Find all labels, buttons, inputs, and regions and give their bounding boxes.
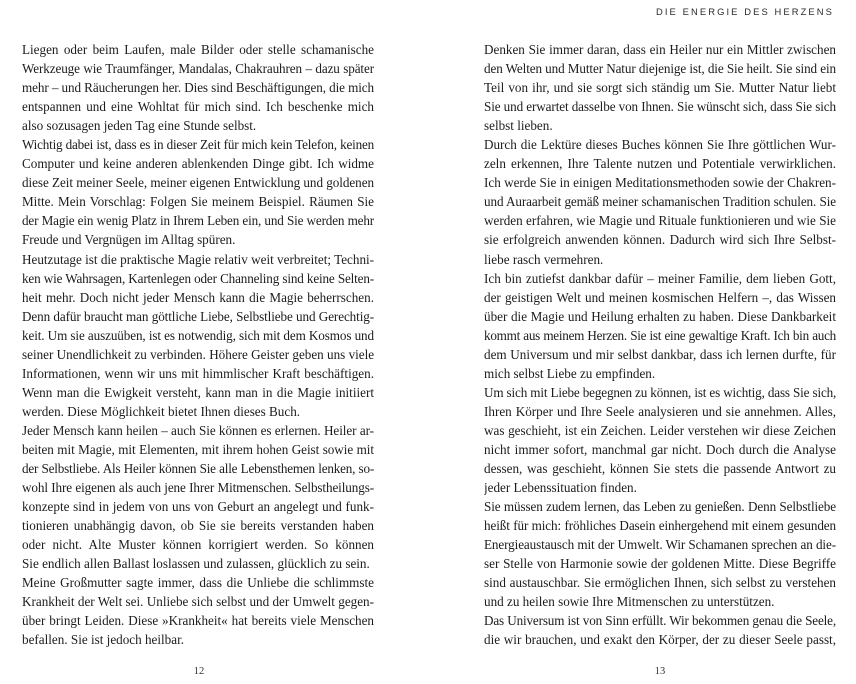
text-line: heit mehr. Doch nicht jeder Mensch kann die Magie beherrschen. (22, 289, 374, 305)
right-page-body (484, 40, 836, 650)
text-line: Informationen, wenn wir uns mit himmlischer Kraft beschäftigen. (22, 365, 374, 381)
left-page-body (22, 40, 374, 650)
left-page-number: 12 (193, 666, 205, 677)
text-line: sind austauschbar. Sie ermöglichen Ihnen, sich selbst zu verstehen (484, 575, 836, 591)
text-line: über die Magie und Heilung erhalten zu haben. Diese Dankbarkeit (484, 308, 836, 324)
text-line: werden erfahren, wie Magie und Rituale funktionieren und wie Sie (484, 213, 836, 229)
text-line: Ich werde Sie in einigen Meditationsmethoden sowie der Chakren- (484, 175, 836, 191)
text-line: und zu heilen sowie Ihre Mitmenschen zu unterstützen. (484, 594, 775, 610)
text-line: beiten mit Magie, mit Elementen, mit ihrem hohen Geist sowie mit (22, 441, 374, 457)
text-line: Meine Großmutter sagte immer, dass die Unliebe die schlimmste (22, 575, 374, 591)
text-line: Jeder Mensch kann heilen – auch Sie können es erlernen. Heiler ar- (22, 422, 374, 438)
text-line: ken wie Wahrsagen, Kartenlegen oder Channeling sind keine Selten- (22, 270, 374, 286)
text-line: was geschieht, ist ein Zeichen. Leider verstehen wir diese Zeichen (484, 422, 836, 438)
text-line: konzepte sind in jedem von uns von Geburt an angelegt und funk- (22, 499, 374, 515)
text-line: mich selbst Liebe zu empfinden. (484, 365, 656, 381)
text-line: befallen. Sie ist jedoch heilbar. (22, 632, 185, 648)
text-line: jeder Lebenssituation finden. (484, 480, 637, 496)
text-line: Mitte. Mein Vorschlag: Folgen Sie meinem Beispiel. Räumen Sie (22, 194, 374, 210)
text-line: Denken Sie immer daran, dass ein Heiler nur ein Mittler zwischen (484, 42, 836, 57)
text-line: dem Universum und mir selbst dankbar, dass ich lernen durfte, für (484, 346, 836, 362)
text-line: Sie und erwartet dasselbe von Ihnen. Sie wünscht sich, dass Sie sich (484, 99, 836, 115)
text-line: Energieaustausch mit der Umwelt. Wir Schamanen sprechen an die- (484, 537, 836, 553)
text-line: dessen, was geschieht, können Sie stets die passende Antwort zu (484, 461, 836, 477)
text-line: zeln erkennen, Ihre Talente nutzen und Potentiale verwirklichen. (484, 156, 836, 172)
text-line: diese Zeit meiner Seele, meiner eigenen Entwicklung und goldenen (22, 175, 374, 191)
text-line: Wenn man die Ewigkeit versteht, kann man in die Magie initiiert (22, 384, 374, 400)
right-page (428, 0, 856, 684)
text-line: selbst lieben. (484, 118, 553, 134)
text-line: werden. Diese Möglichkeit bietet Ihnen dieses Buch. (22, 403, 301, 419)
running-head: DIE ENERGIE DES HERZENS (655, 6, 834, 17)
text-line: Wichtig dabei ist, dass es in dieser Zeit für mich kein Telefon, keinen (22, 137, 374, 153)
text-line: der geistigen Welt und meinen kosmischen Helfern –, das Wissen (484, 289, 836, 305)
text-line: heißt für mich: fröhliches Dasein einhergehend mit einem gesunden (484, 518, 836, 534)
text-line: Um sich mit Liebe begegnen zu können, ist es wichtig, dass Sie sich, (484, 384, 836, 400)
text-line: nicht immer sofort, manchmal gar nicht. Doch durch die Analyse (484, 441, 836, 457)
text-line: ser Stelle von Harmonie sowie der goldenen Mitte. Diese Begriffe (484, 556, 836, 572)
text-line: kommt aus meinem Herzen. Sie ist eine gewaltige Kraft. Ich bin auch (484, 327, 836, 343)
text-line: mehr – und Räucherungen her. Dies sind Beschäftigungen, die mich (22, 80, 374, 96)
text-line: wohl Ihre eigenen als auch jene Ihrer Mitmenschen. Selbstheilungs- (22, 480, 374, 496)
text-line: Ihren Körper und Ihre Seele analysieren und sie annehmen. Alles, (484, 403, 836, 419)
text-line: keit. Um sie auszuüben, ist es notwendig, sich mit dem Kosmos und (22, 327, 374, 343)
text-line: also sozusagen jeden Tag eine Stunde selbst. (22, 118, 257, 134)
text-line: Sie müssen zudem lernen, das Leben zu genießen. Denn Selbstliebe (484, 499, 836, 515)
text-line: Freude und Vergnügen im Alltag spüren. (22, 232, 236, 248)
text-line: seiner Unendlichkeit zu verbinden. Höhere Geister geben uns viele (22, 346, 374, 362)
text-line: Heutzutage ist die praktische Magie relativ weit verbreitet; Techni- (22, 251, 374, 267)
text-line: den Welten und Mutter Natur diejenige ist, die Sie heilt. Sie sind ein (484, 61, 836, 77)
text-line: über bringt Leiden. Diese »Krankheit« hat bereits viele Menschen (22, 613, 374, 629)
text-line: Sie endlich allen Ballast loslassen und zulassen, glücklich zu sein. (22, 556, 370, 572)
text-line: sie erfolgreich anwenden können. Dadurch wird sich Ihre Selbst- (484, 232, 836, 248)
text-line: Das Universum ist von Sinn erfüllt. Wir bekommen genau die Seele, (484, 613, 836, 629)
text-line: und Auraarbeit gemäß meiner schamanischen Tradition schulen. Sie (484, 194, 836, 210)
text-line: Durch die Lektüre dieses Buches können Sie Ihre göttlichen Wur- (484, 137, 836, 153)
text-line: Teil von ihr, und sie sorgt sich ständig um Sie. Mutter Natur liebt (484, 80, 836, 96)
text-line: Computer und keine anderen ablenkenden Dinge gibt. Ich widme (22, 156, 374, 172)
text-line: der Magie ein wenig Platz in Ihrem Leben ein, und Sie werden mehr (22, 213, 374, 229)
right-page-number: 13 (654, 666, 666, 677)
text-line: Krankheit der Welt sei. Unliebe sich selbst und der Umwelt gegen- (22, 594, 374, 610)
text-line: oder nicht. Alte Muster können korrigiert werden. So können (22, 537, 374, 553)
text-line: Werkzeuge wie Traumfänger, Mandalas, Chakrauhren – dazu später (22, 61, 374, 77)
text-line: entspannen und eine Wohltat für mich sind. Ich beschenke mich (22, 99, 374, 115)
text-line: Ich bin zutiefst dankbar dafür – meiner Familie, dem lieben Gott, (484, 270, 836, 286)
text-line: Denn dafür braucht man göttliche Liebe, Selbstliebe und Gerechtig- (22, 308, 374, 324)
text-line: Liegen oder beim Laufen, male Bilder oder stelle schamanische (22, 42, 374, 57)
text-line: liebe rasch vermehren. (484, 251, 604, 267)
text-line: tionieren unabhängig davon, ob Sie sie bereits verstanden haben (22, 518, 374, 534)
text-line: die wir brauchen, und exakt den Körper, der zu dieser Seele passt, (484, 632, 836, 648)
text-line: der Selbstliebe. Als Heiler können Sie alle Lebensthemen lenken, so- (22, 461, 374, 477)
